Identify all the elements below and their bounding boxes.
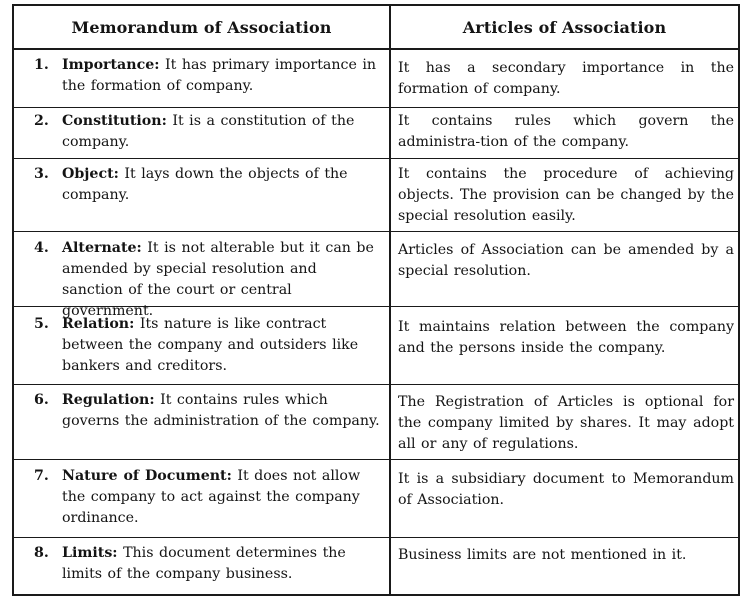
row-7-articles: It is a subsidiary document to Memorandum of Association.	[398, 471, 734, 508]
row-number: 8.	[34, 545, 49, 561]
row-2-articles: It contains rules which govern the administra-tion of the company.	[398, 113, 734, 150]
row-key: Regulation:	[62, 392, 155, 408]
row-key: Constitution:	[62, 113, 167, 129]
row-key: Relation:	[62, 316, 135, 332]
row-4-articles: Articles of Association can be amended by a special resolution.	[398, 242, 734, 279]
row-divider	[14, 459, 738, 460]
row-divider	[14, 231, 738, 232]
row-key: Alternate:	[62, 240, 142, 256]
memorandum-text: It lays down the objects of the company.	[62, 166, 348, 203]
header-divider	[14, 48, 738, 50]
row-key: Importance:	[62, 57, 160, 73]
row-number: 4.	[34, 240, 49, 256]
row-divider	[14, 537, 738, 538]
row-key: Limits:	[62, 545, 118, 561]
row-2-memorandum	[34, 111, 380, 153]
row-number: 3.	[34, 166, 49, 182]
row-number: 5.	[34, 316, 49, 332]
row-key: Nature of Document:	[62, 468, 232, 484]
memorandum-text: It has primary importance in the formation of company.	[62, 57, 377, 94]
header-memorandum: Memorandum of Association	[71, 17, 332, 37]
row-1-memorandum	[34, 55, 380, 97]
row-number: 6.	[34, 392, 49, 408]
row-number: 7.	[34, 468, 49, 484]
memorandum-text: It is not alterable but it can be amended by special resolution and sanction of the court or central government.	[62, 240, 374, 319]
row-3-memorandum	[34, 164, 380, 206]
row-1-articles: It has a secondary importance in the formation of company.	[398, 60, 734, 97]
row-divider	[14, 158, 738, 159]
row-key: Object:	[62, 166, 119, 182]
row-8-articles: Business limits are not mentioned in it.	[398, 547, 687, 563]
comparison-table	[12, 4, 740, 596]
row-number: 2.	[34, 113, 49, 129]
row-8-memorandum	[34, 543, 380, 585]
memorandum-text: It does not allow the company to act against the company ordinance.	[62, 468, 361, 526]
row-6-articles: The Registration of Articles is optional for the company limited by shares. It may adopt all or any of regulations.	[398, 394, 734, 452]
memorandum-text: It is a constitution of the company.	[62, 113, 355, 150]
row-7-memorandum	[34, 466, 380, 529]
row-5-articles: It maintains relation between the company and the persons inside the company.	[398, 319, 734, 356]
memorandum-text: It contains rules which governs the administration of the company.	[62, 392, 380, 429]
memorandum-text: This document determines the limits of the company business.	[62, 545, 346, 582]
memorandum-text: Its nature is like contract between the company and outsiders like bankers and creditors.	[62, 316, 359, 374]
row-divider	[14, 107, 738, 108]
row-6-memorandum	[34, 390, 380, 432]
row-3-articles: It contains the procedure of achieving objects. The provision can be changed by the special resolution easily.	[398, 166, 734, 224]
row-4-memorandum	[34, 238, 380, 322]
row-divider	[14, 384, 738, 385]
row-number: 1.	[34, 57, 49, 73]
row-5-memorandum	[34, 314, 380, 377]
header-articles: Articles of Association	[462, 17, 667, 37]
column-divider	[389, 6, 391, 594]
